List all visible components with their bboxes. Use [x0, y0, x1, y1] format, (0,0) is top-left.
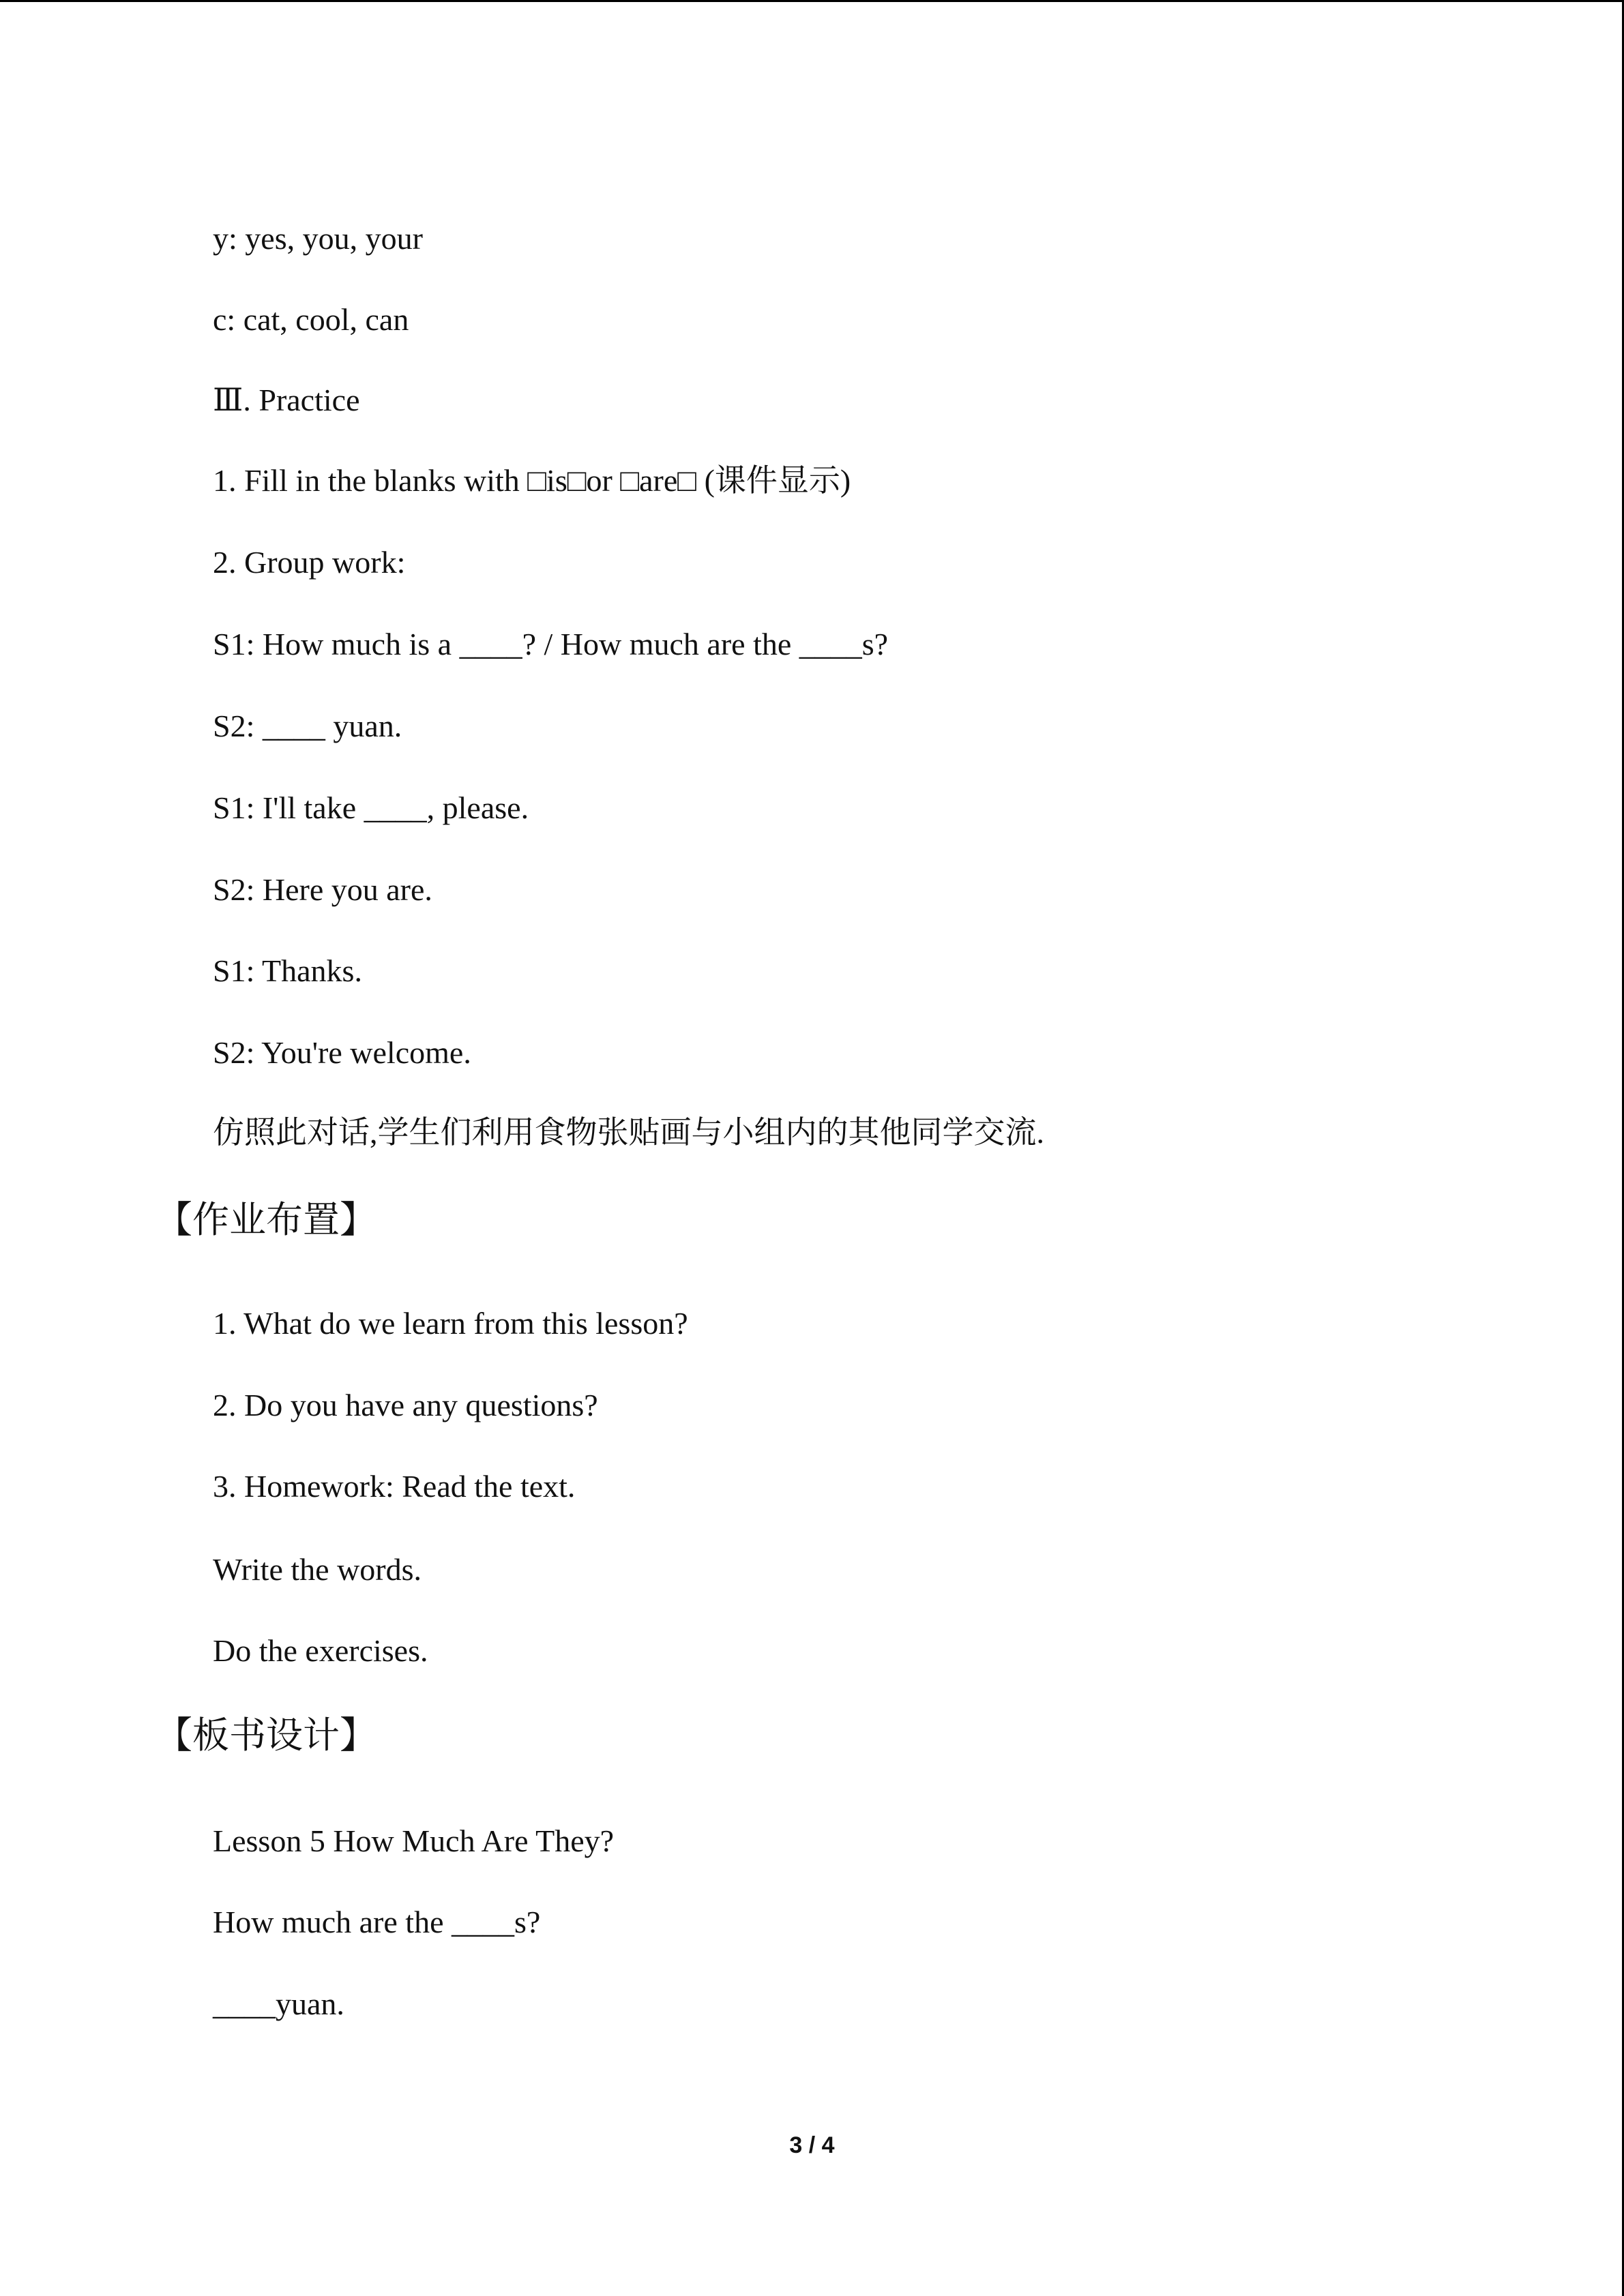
- board-answer-line: ____yuan.: [213, 1986, 344, 2021]
- dialogue-line-1: S1: How much is a ____? / How much are the ____s?: [213, 627, 889, 661]
- practice-item-fill-blanks: 1. Fill in the blanks with □is□or □are□ (课件显示): [213, 463, 851, 498]
- page-number: 3 / 4: [789, 2132, 835, 2158]
- dialogue-line-3: S1: I'll take ____, please.: [213, 790, 529, 825]
- board-design-heading: 【板书设计】: [156, 1714, 377, 1757]
- dialogue-line-2: S2: ____ yuan.: [213, 709, 402, 743]
- practice-instruction-note: 仿照此对话,学生们利用食物张贴画与小组内的其他同学交流.: [213, 1115, 1044, 1150]
- homework-heading: 【作业布置】: [156, 1198, 377, 1241]
- page-top-border: [0, 0, 1624, 2]
- text-line-c-words: c: cat, cool, can: [213, 302, 409, 337]
- homework-item-3: 3. Homework: Read the text.: [213, 1469, 576, 1504]
- dialogue-line-6: S2: You're welcome.: [213, 1035, 471, 1070]
- homework-item-write-words: Write the words.: [213, 1552, 422, 1587]
- section-practice-title: Ⅲ. Practice: [213, 383, 360, 417]
- practice-item-group-work: 2. Group work:: [213, 545, 406, 580]
- dialogue-line-4: S2: Here you are.: [213, 872, 432, 907]
- text-line-y-words: y: yes, you, your: [213, 221, 423, 256]
- homework-item-2: 2. Do you have any questions?: [213, 1388, 598, 1422]
- dialogue-line-5: S1: Thanks.: [213, 953, 362, 988]
- homework-item-exercises: Do the exercises.: [213, 1633, 428, 1668]
- board-question-line: How much are the ____s?: [213, 1905, 541, 1939]
- homework-item-1: 1. What do we learn from this lesson?: [213, 1306, 688, 1341]
- board-lesson-title: Lesson 5 How Much Are They?: [213, 1823, 615, 1858]
